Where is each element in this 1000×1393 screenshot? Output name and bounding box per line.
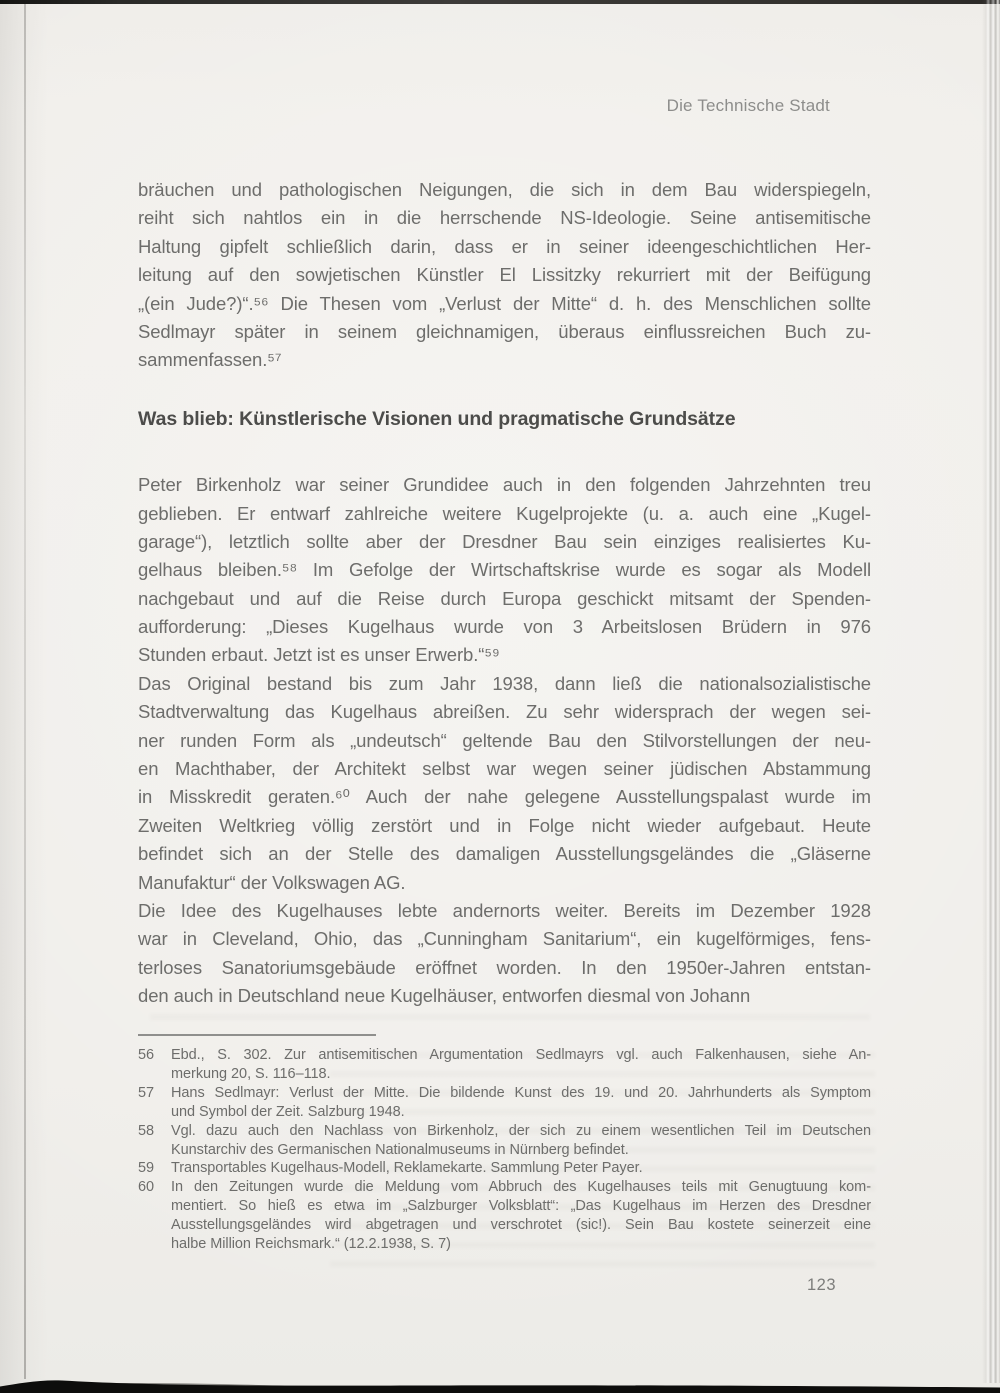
text-line: en Machthaber, der Architekt selbst war wegen seiner jüdischen Abstammung bbox=[138, 758, 871, 780]
footnote-line: halbe Million Reichsmark.“ (12.2.1938, S. 7) bbox=[171, 1236, 451, 1253]
text-line: befindet sich an der Stelle des damaligen Ausstellungsgeländes die „Gläserne bbox=[138, 843, 871, 865]
text-line: Haltung gipfelt schließlich darin, dass er in seiner ideengeschichtlichen Her- bbox=[138, 235, 871, 257]
text-line: sammenfassen.⁵⁷ bbox=[138, 349, 282, 371]
scan-top-edge bbox=[0, 0, 1000, 4]
paragraph bbox=[138, 176, 871, 375]
running-header: Die Technische Stadt bbox=[666, 96, 830, 115]
footnote-text bbox=[171, 1159, 871, 1178]
text-line: Zweiten Weltkrieg völlig zerstört und in Folge nicht wieder aufgebaut. Heute bbox=[138, 814, 871, 836]
text-line: ner runden Form als „undeutsch“ geltende Bau den Stilvorstellungen der neu- bbox=[138, 729, 871, 751]
footnote-item bbox=[138, 1159, 871, 1178]
footnote-number: 57 bbox=[138, 1084, 155, 1101]
text-line: „(ein Jude?)“.⁵⁶ Die Thesen vom „Verlust der Mitte“ d. h. des Menschlichen sollte bbox=[138, 292, 871, 314]
footnote-line: Ausstellungsgeländes wird abgetragen und verschrotet (sic!). Sein Bau kostete seinerzeit eine bbox=[171, 1217, 871, 1234]
text-line: reiht sich nahtlos ein in die herrschende NS-Ideologie. Seine antisemitische bbox=[138, 207, 871, 229]
paragraph bbox=[138, 670, 871, 897]
paragraph bbox=[138, 897, 871, 1011]
text-line: war in Cleveland, Ohio, das „Cunningham Sanitarium“, ein kugelförmiges, fens- bbox=[138, 928, 871, 950]
footnote-text bbox=[171, 1046, 871, 1084]
footnote-number: 59 bbox=[138, 1160, 155, 1177]
text-line: Sedlmayr später in seinem gleichnamigen, überaus einflussreichen Buch zu- bbox=[138, 320, 871, 342]
page-stack-right-edge bbox=[982, 0, 1000, 1383]
text-line: Stunden erbaut. Jetzt ist es unser Erwerb.“⁵⁹ bbox=[138, 644, 500, 666]
text-line: Die Idee des Kugelhauses lebte andernorts weiter. Bereits im Dezember 1928 bbox=[138, 900, 871, 921]
gutter-fold-line bbox=[24, 4, 26, 1379]
footnote-line: In den Zeitungen wurde die Meldung vom Abbruch des Kugelhauses teils mit Genugtuung kom- bbox=[171, 1179, 871, 1196]
footnote-separator-rule bbox=[138, 1034, 376, 1036]
footnote-line: Ebd., S. 302. Zur antisemitischen Argumentation Sedlmayrs vgl. auch Falkenhausen, siehe An- bbox=[171, 1047, 871, 1063]
text-line: in Misskredit geraten.⁶⁰ Auch der nahe gelegene Ausstellungspalast wurde im bbox=[138, 786, 871, 808]
footnote-line: Hans Sedlmayr: Verlust der Mitte. Die bildende Kunst des 19. und 20. Jahrhunderts als Symptom bbox=[171, 1084, 871, 1101]
text-line: geblieben. Er entwarf zahlreiche weitere Kugelprojekte (u. a. auch eine „Kugel- bbox=[138, 502, 871, 524]
text-line: aufforderung: „Dieses Kugelhaus wurde von 3 Arbeitslosen Brüdern in 976 bbox=[138, 616, 871, 638]
section-heading: Was blieb: Künstlerische Visionen und pragmatische Grundsätze bbox=[138, 407, 736, 430]
footnote-text bbox=[171, 1178, 871, 1254]
text-line: Das Original bestand bis zum Jahr 1938, dann ließ die nationalsozialistische bbox=[138, 672, 871, 694]
footnote-line: Transportables Kugelhaus-Modell, Reklamekarte. Sammlung Peter Payer. bbox=[171, 1160, 643, 1177]
text-line: nachgebaut und auf die Reise durch Europa geschickt mitsamt der Spenden- bbox=[138, 587, 871, 609]
footnote-line: Kunstarchiv des Germanischen Nationalmuseums in Nürnberg befindet. bbox=[171, 1141, 629, 1158]
footnote-line: mentiert. So hieß es etwa im „Salzburger Volksblatt“: „Das Kugelhaus im Herzen des Dresdner bbox=[171, 1198, 871, 1215]
footnote-number: 60 bbox=[138, 1179, 155, 1196]
text-line: Stadtverwaltung das Kugelhaus abreißen. Zu sehr widersprach der wegen sei- bbox=[138, 701, 871, 723]
text-line: bräuchen und pathologischen Neigungen, die sich in dem Bau widerspiegeln, bbox=[138, 179, 871, 200]
footnote-line: Vgl. dazu auch den Nachlass von Birkenholz, der sich zu einem wesentlichen Teil im Deutschen bbox=[171, 1122, 871, 1139]
text-line: gelhaus bleiben.⁵⁸ Im Gefolge der Wirtschaftskrise wurde es sogar als Modell bbox=[138, 559, 871, 581]
paragraph bbox=[138, 471, 871, 670]
footnote-item bbox=[138, 1122, 871, 1160]
footnote-item bbox=[138, 1084, 871, 1122]
text-line: terloses Sanatoriumsgebäude eröffnet worden. In den 1950er-Jahren entstan- bbox=[138, 956, 871, 978]
footnote-text bbox=[171, 1084, 871, 1122]
text-line: garage“), letztlich sollte aber der Dresdner Bau sein einziges realisiertes Ku- bbox=[138, 530, 871, 552]
footnote-text bbox=[171, 1122, 871, 1160]
text-line: Manufaktur“ der Volkswagen AG. bbox=[138, 871, 406, 893]
footnote-line: und Symbol der Zeit. Salzburg 1948. bbox=[171, 1103, 405, 1120]
scan-bottom-edge bbox=[0, 1375, 1000, 1393]
page-number: 123 bbox=[807, 1276, 837, 1294]
footnotes bbox=[138, 1046, 871, 1254]
footnote-item bbox=[138, 1046, 871, 1084]
footnote-number: 58 bbox=[138, 1122, 155, 1139]
footnote-item bbox=[138, 1178, 871, 1254]
text-line: leitung auf den sowjetischen Künstler El Lissitzky rekurriert mit der Beifügung bbox=[138, 264, 871, 286]
body-text bbox=[138, 176, 871, 1011]
text-line: Peter Birkenholz war seiner Grundidee auch in den folgenden Jahrzehnten treu bbox=[138, 474, 871, 496]
footnote-number: 56 bbox=[138, 1047, 155, 1063]
text-line: den auch in Deutschland neue Kugelhäuser, entworfen diesmal von Johann bbox=[138, 985, 751, 1007]
footnote-line: merkung 20, S. 116–118. bbox=[171, 1065, 331, 1082]
